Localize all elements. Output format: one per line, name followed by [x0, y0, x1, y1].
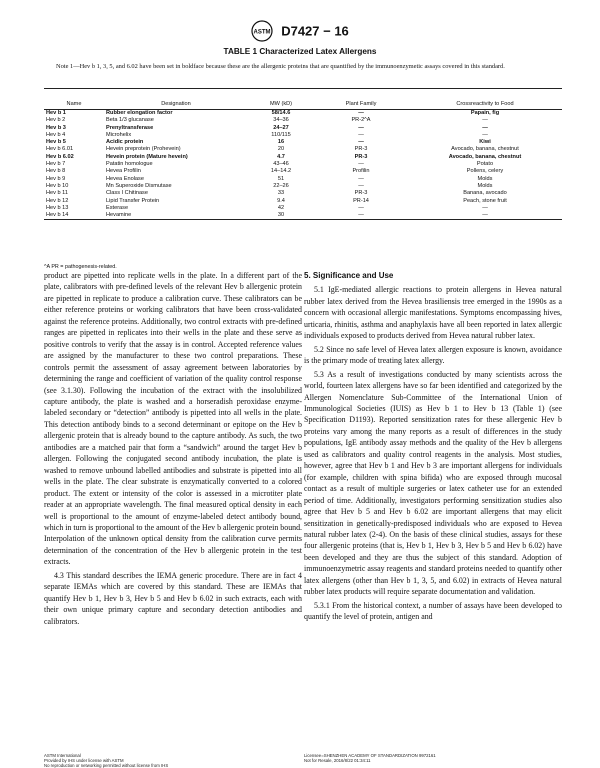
table-cell: Mn Superoxide Dismutase — [106, 182, 172, 189]
table-cell: 110/115 — [271, 131, 291, 138]
footer-left: ASTM International Provided by IHS under license with ASTM No reproduction or networking permitted without license from IHS — [44, 753, 169, 768]
table-cell: 42 — [277, 204, 285, 211]
body-paragraph: product are pipetted into replicate wells in the plate. In a different part of the plate, calibrators with pre-defined levels of the relevant Hev b allergenic protein are pipetted in replicate to produce a calibration curve. These calibrators can be either reference proteins or working calibrators that have been cross-validated against the reference proteins. Additionally, two control extracts with pre-defined ranges are pipetted in replicates into their wells in the plate and these serve as positive controls to verify that the assay is in control. Accepted reference values are assigned by the manufacturer to these two control preparations. These controls permit the assessment of assay agreement between laboratories by determining the range and coefficient of variation of the quality control response (see 3.1.30). Following the incubation of the extract with the insolubilized capture antibody, the plate is washed and a horseradish peroxidase enzyme-labeled secondary or “detection” antibody is pipetted into all wells in the plate. This detection antibody binds to a second determinant or epitope on the Hev b allergenic protein that is already bound to the capture antibody. As such, the two antibodies are a matched pair that form a “sandwich” around the target Hev b allergen. Following the conjugated second antibody incubation, the plate is washed to remove unbound labelled antibodies and substrate is pipetted into all wells in the plate. The clear substrate is enzymatically converted to a colored product. The extent or intensity of the color is assessed in a microtiter plate reader at an appropriate wavelength. The final measured optical density in each well is proportional to the amount of enzyme-labeled detect antibody bound, which in turn is proportional to the amount of the Hev b allergenic protein bound. Interpolation of the unknown optical density from the calibration curve permits determination of the concentration of the Hev b allergenic protein in the test extracts. — [44, 271, 302, 567]
table-cell: 20 — [277, 146, 285, 153]
column-header: Designation — [104, 89, 248, 110]
table-cell: — — [482, 117, 488, 124]
table-row — [44, 161, 562, 168]
table-note: Note 1—Hev b 1, 3, 5, and 6.02 have been set in boldface because these are the allergenic proteins that are quantified by the immunoenzymetic assays covered in this standard. — [56, 63, 505, 70]
table-cell: — — [358, 124, 364, 131]
table-cell: 30 — [248, 212, 314, 220]
table-cell: Rubber elongation factor — [106, 110, 173, 116]
table-row — [44, 183, 562, 190]
table-cell: Hevea Enolase — [106, 175, 144, 182]
column-header: Crossreactivity to Food — [408, 89, 562, 110]
table-cell: Hev b 3 — [46, 124, 66, 131]
document-id: D7427 − 16 — [281, 23, 349, 39]
table-cell: Hev b 7 — [46, 161, 66, 168]
table-cell: Hev b 1 — [46, 110, 66, 116]
column-header: Name — [44, 89, 104, 110]
table-cell: Papain, fig — [470, 110, 500, 116]
svg-text:ASTM: ASTM — [253, 29, 271, 36]
table-cell: — — [314, 212, 408, 220]
table-cell: — — [358, 204, 364, 211]
table-row — [44, 125, 562, 132]
table-title: TABLE 1 Characterized Latex Allergens — [223, 47, 377, 56]
table-row — [44, 117, 562, 124]
table-cell: Prenyltransferase — [106, 124, 154, 131]
table-cell: PR-3 — [354, 146, 368, 153]
right-column — [304, 270, 562, 625]
table-cell: Banana, avocado — [463, 190, 507, 197]
table-cell: Hev b 8 — [46, 168, 66, 175]
table-cell: Potato — [476, 161, 494, 168]
table-row — [44, 139, 562, 146]
table-cell: Molds — [477, 175, 493, 182]
table-cell: Avocado, banana, chestnut — [448, 153, 522, 160]
table-row — [44, 212, 562, 220]
table-footnote: ^A PR = pathogenesis-related. — [44, 264, 117, 270]
table-cell: Hev b 4 — [46, 131, 66, 138]
table-cell: Hevein preprotein (Prohevein) — [106, 146, 181, 153]
table-cell: Patatin homologue — [106, 161, 153, 168]
page-header — [0, 20, 600, 42]
table-cell: — — [482, 124, 488, 131]
body-paragraph: 5.3.1 From the historical context, a number of assays have been developed to quantify the level of protein, antigen and — [304, 600, 562, 622]
table-cell: 34–36 — [273, 117, 289, 124]
footer-right: Licensee=SHENZHEN ACADEMY OF STANDARDIZATION 9972161 Not for Resale, 2016/8/22 01:34:11 — [304, 753, 436, 763]
table-header-row — [44, 89, 562, 110]
table-cell: Microhelix — [106, 131, 132, 138]
body-paragraph: 5.2 Since no safe level of Hevea latex allergen exposure is known, avoidance is the primary mode of treating latex allergy. — [304, 344, 562, 366]
table-cell: — — [482, 131, 488, 138]
table-cell: — — [482, 204, 488, 211]
right-paragraphs — [304, 284, 562, 622]
table-cell: Hev b 6.02 — [46, 153, 74, 160]
table-row — [44, 110, 562, 118]
table-cell: PR-3 — [354, 190, 368, 197]
table-cell: 22–26 — [273, 182, 289, 189]
body-paragraph: 5.1 IgE-mediated allergic reactions to protein allergens in Hevea natural rubber latex derived from the Hevea brasiliensis tree emerged in the 1990s as a concern with occasional allergic manifestations. Symptoms encompassing hives, urticaria, rhinitis, asthma and anaphylaxis have all been reported in latex allergic individuals exposed to products derived from Hevea natural rubber latex. — [304, 285, 562, 341]
table-cell: Hev b 9 — [46, 175, 66, 182]
table-cell: Acidic protein — [106, 139, 144, 146]
table-cell: 33 — [277, 190, 285, 197]
table-cell: Class I Chitinase — [106, 190, 148, 197]
table-cell: Hev b 13 — [46, 204, 69, 211]
section-heading: 5. Significance and Use — [304, 271, 394, 280]
table-cell: Kiwi — [479, 139, 491, 146]
table-cell: Avocado, banana, chestnut — [451, 146, 519, 153]
table-cell: — — [358, 110, 364, 116]
table-cell: Profilin — [352, 168, 370, 175]
table-cell: Hevea Profilin — [106, 168, 141, 175]
table-cell: 4.7 — [277, 153, 285, 160]
left-column — [44, 270, 302, 629]
table-cell: — — [358, 175, 364, 182]
column-header: Plant Family — [314, 89, 408, 110]
table-cell: Hevein protein (Mature hevein) — [106, 153, 188, 160]
table-cell: 24–27 — [273, 124, 289, 131]
table-cell: — — [358, 139, 364, 146]
table-cell: Hev b 14 — [44, 212, 104, 220]
table-row — [44, 205, 562, 212]
table-row — [44, 176, 562, 183]
body-paragraph: 4.3 This standard describes the IEMA generic procedure. There are in fact 4 separate IEMAs which are covered by this standard. These are IEMAs that quantify Hev b 1, Hev b 3, Hev b 5 and Hev b 6.02 in such extracts, each with their own unique primary capture and secondary detection antibodies and calibrators. — [44, 570, 302, 626]
table-cell: Hev b 6.01 — [46, 146, 74, 153]
allergen-table — [44, 88, 562, 220]
table-cell: 51 — [277, 175, 285, 182]
table-cell: Hev b 11 — [46, 190, 68, 197]
table-row — [44, 190, 562, 197]
table-cell: 14–14.2 — [270, 168, 292, 175]
table-cell: Beta 1/3 glucanase — [106, 117, 154, 124]
table-body — [44, 110, 562, 220]
body-paragraph: 5.3 As a result of investigations conducted by many scientists across the world, fourteen latex allergens have so far been identified and categorized by the Allergen Nomenclature Sub-Committee of the International Union of Immunological Societies (IUIS) as Hev b 1 to Hev b 13 (Table 1) (see Specification D1193). Reported sensitization rates for these allergenic Hev b proteins vary among the many reports as a result of differences in the study populations, IgE antibody assay methods and the quality of the Hev b allergens used as calibrators and quality control reagents in the analysis. Most studies, however, agree that Hev b 1 and Hev b 3 are important allergens for individuals (for example, children with spina bifida) who are exposed through mucosal contact as a result of multiple surgeries or latex catheter use for an extended period of time. Additionally, investigators performing sensitization studies also agree that Hev b 5 and Hev b 6.02 are important allergens that may elicit sensitization in genetically-predisposed individuals who are exposed to Hevea natural rubber latex (2-4). On the basis of these clinical studies, assays for these four allergenic proteins (that is, Hev b 1, Hev b 3, Hev b 5 and Hev b 6.02) have been developed and they are thus the subject of this standard. Adoption of immunoenzymetric assay reagents and standard proteins needed to quantify other latex allergens (other than Hev b 1, 3, 5, and 6.02) in extracts of Hevea natural rubber latex products will require separate documentation and validation. — [304, 369, 562, 597]
table-cell: Molds — [477, 182, 493, 189]
table-cell: PR-2^A — [351, 117, 371, 124]
table-cell: 58/14.6 — [271, 110, 291, 116]
table-cell: Lipid Transfer Protein — [106, 197, 160, 204]
table-cell: Hev b 2 — [46, 117, 66, 124]
table-cell: Hev b 12 — [46, 197, 69, 204]
table-cell: Esterase — [106, 204, 129, 211]
table-row — [44, 146, 562, 153]
table-row — [44, 132, 562, 139]
table-row — [44, 168, 562, 175]
table-cell: 43–46 — [273, 161, 289, 168]
table-cell: Hev b 10 — [46, 182, 69, 189]
table-cell: PR-14 — [353, 197, 369, 204]
table-cell: Peach, stone fruit — [463, 197, 507, 204]
table-cell: — — [408, 212, 562, 220]
table-cell: PR-3 — [354, 153, 368, 160]
table-cell: — — [358, 182, 364, 189]
column-header: MW (kD) — [248, 89, 314, 110]
table-cell: — — [358, 161, 364, 168]
table-row — [44, 154, 562, 161]
table-cell: Hev b 5 — [46, 139, 66, 146]
table-cell: Hevamine — [104, 212, 248, 220]
table-cell: Pollens, celery — [466, 168, 504, 175]
table-cell: 16 — [277, 139, 285, 146]
table-cell: — — [358, 131, 364, 138]
table-row — [44, 198, 562, 205]
astm-logo-icon — [251, 20, 273, 42]
table-cell: 9.4 — [277, 197, 285, 204]
